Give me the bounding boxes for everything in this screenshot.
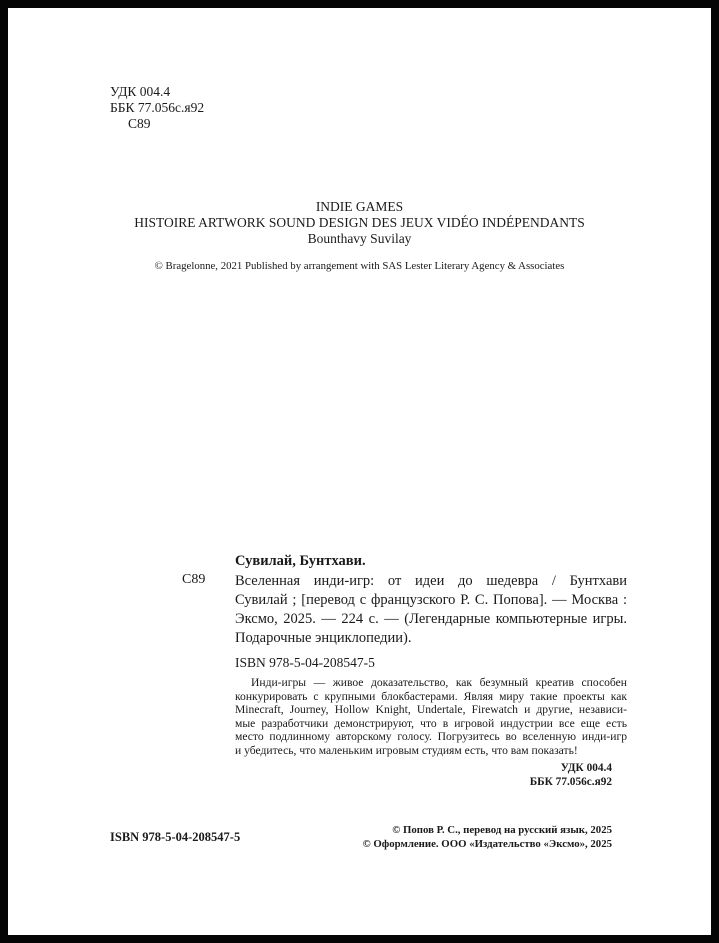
author-sign-top: С89 <box>128 116 151 131</box>
copyright-design-line: © Оформление. ООО «Издательство «Эксмо», 2025 <box>362 837 612 850</box>
isbn-bottom: ISBN 978-5-04-208547-5 <box>110 830 241 844</box>
classification-codes-bottom <box>530 762 612 789</box>
book-imprint-page <box>8 8 711 935</box>
annotation-block <box>235 676 627 758</box>
copyright-translation-line: © Попов Р. С., перевод на русский язык, 2025 <box>392 824 612 836</box>
bib-description-line: Эксмо, 2025. — 224 с. — (Легендарные компьютерные игры. <box>235 611 627 627</box>
bbk-code-top: ББК 77.056с.я92 <box>110 100 205 115</box>
annotation-line: место подлинному авторскому голосу. Погрузитесь во вселенную инди-игр <box>235 730 627 744</box>
bib-author-sign: С89 <box>182 572 206 587</box>
original-copyright-line: © Bragelonne, 2021 Published by arrangement with SAS Lester Literary Agency & Associates <box>154 260 565 272</box>
bib-description <box>235 572 627 648</box>
udk-code-bottom: УДК 004.4 <box>560 762 612 774</box>
copyright-block <box>363 824 612 851</box>
original-author: Bounthavy Suvilay <box>307 231 412 246</box>
original-edition-block <box>0 199 719 274</box>
annotation-line: конкурировать с крупными блокбастерами. Являя миру такие проекты как <box>235 689 627 703</box>
annotation-line: Minecraft, Journey, Hollow Knight, Undertale, Firewatch и другие, независи- <box>235 703 627 717</box>
udk-code-top: УДК 004.4 <box>110 84 171 99</box>
bib-description-line: Вселенная инди-игр: от идеи до шедевра / Бунтхави <box>235 573 627 589</box>
original-subtitle: HISTOIRE ARTWORK SOUND DESIGN DES JEUX VIDÉO INDÉPENDANTS <box>134 215 585 230</box>
bbk-code-bottom: ББК 77.056с.я92 <box>529 775 612 788</box>
isbn-middle: ISBN 978-5-04-208547-5 <box>235 655 375 670</box>
annotation-line: Инди-игры — живое доказательство, как безумный креатив способен <box>251 676 627 689</box>
annotation-line: мые разработчики демонстрируют, что в игровой индустрии все еще есть <box>235 716 627 730</box>
bib-description-line: Подарочные энциклопедии). <box>235 630 412 646</box>
bib-author-heading: Сувилай, Бунтхави. <box>235 553 366 569</box>
annotation-line: и убедитесь, что маленьким игровым студиям есть, что вам показать! <box>235 743 578 757</box>
original-title: INDIE GAMES <box>315 199 404 214</box>
bib-description-line: Сувилай ; [перевод с французского Р. С. Попова]. — Москва : <box>235 592 627 608</box>
classification-codes-top <box>110 84 204 132</box>
